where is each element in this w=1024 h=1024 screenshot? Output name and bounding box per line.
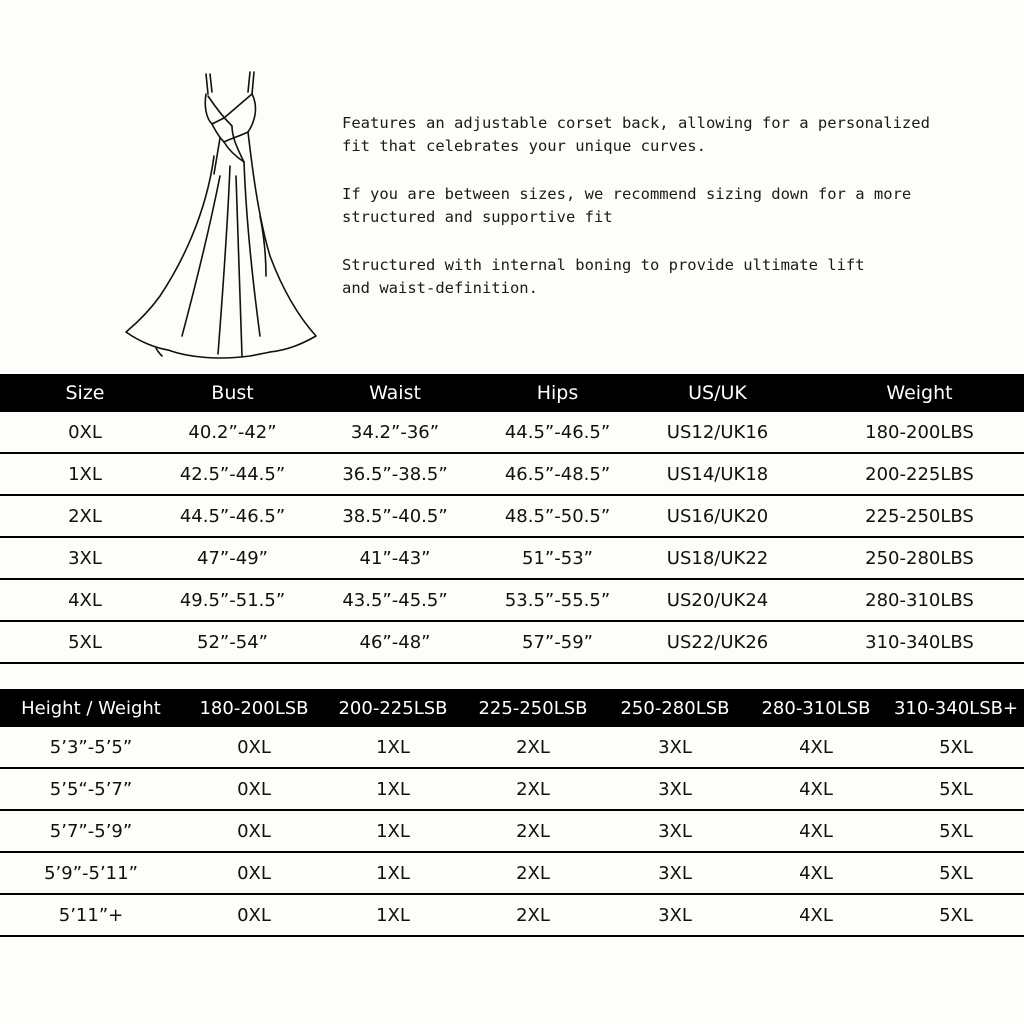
table-cell: 57”-59” bbox=[495, 621, 620, 663]
table-row bbox=[0, 894, 1024, 936]
table-row bbox=[0, 768, 1024, 810]
table-cell: 49.5”-51.5” bbox=[170, 579, 295, 621]
table-cell: 2XL bbox=[460, 727, 606, 768]
table-cell: 5’9”-5’11” bbox=[0, 852, 182, 894]
description-line: structured and supportive fit bbox=[342, 208, 613, 226]
table-row bbox=[0, 810, 1024, 852]
table-cell: 2XL bbox=[460, 894, 606, 936]
table-cell: 4XL bbox=[744, 894, 888, 936]
table-cell: 0XL bbox=[182, 768, 326, 810]
table-cell: 3XL bbox=[606, 727, 744, 768]
size-chart-header-row bbox=[0, 374, 1024, 412]
table-row bbox=[0, 621, 1024, 663]
table-cell: 1XL bbox=[326, 727, 460, 768]
header-waist: Waist bbox=[369, 382, 421, 404]
table-cell: 1XL bbox=[326, 852, 460, 894]
table-cell: 4XL bbox=[0, 579, 170, 621]
table-cell: 250-280LBS bbox=[815, 537, 1024, 579]
table-cell: 44.5”-46.5” bbox=[495, 412, 620, 453]
table-cell: 5XL bbox=[888, 894, 1024, 936]
table-cell: 43.5”-45.5” bbox=[295, 579, 495, 621]
table-cell: 4XL bbox=[744, 768, 888, 810]
fit-chart-table bbox=[0, 689, 1024, 937]
table-cell: 5XL bbox=[0, 621, 170, 663]
dress-illustration bbox=[120, 66, 320, 362]
table-cell: 0XL bbox=[182, 727, 326, 768]
description-line: Features an adjustable corset back, allowing for a personalized bbox=[342, 114, 930, 132]
table-cell: 2XL bbox=[460, 768, 606, 810]
table-cell: 280-310LBS bbox=[815, 579, 1024, 621]
table-cell: 3XL bbox=[606, 894, 744, 936]
table-cell: 200-225LBS bbox=[815, 453, 1024, 495]
table-cell: 3XL bbox=[0, 537, 170, 579]
table-cell: 5XL bbox=[888, 852, 1024, 894]
header-weight-range: 310-340LSB+ bbox=[893, 697, 1019, 719]
table-cell: 48.5”-50.5” bbox=[495, 495, 620, 537]
table-row bbox=[0, 453, 1024, 495]
table-cell: US18/UK22 bbox=[620, 537, 815, 579]
header-size: Size bbox=[65, 382, 105, 404]
size-chart-table bbox=[0, 374, 1024, 664]
header-weight-range: 225-250LSB bbox=[478, 697, 588, 719]
table-cell: 3XL bbox=[606, 810, 744, 852]
table-cell: 1XL bbox=[326, 768, 460, 810]
table-cell: 1XL bbox=[0, 453, 170, 495]
table-cell: 2XL bbox=[460, 852, 606, 894]
table-cell: 5XL bbox=[888, 727, 1024, 768]
table-row bbox=[0, 495, 1024, 537]
table-row bbox=[0, 537, 1024, 579]
table-cell: 52”-54” bbox=[170, 621, 295, 663]
table-cell: 46”-48” bbox=[295, 621, 495, 663]
description-line: fit that celebrates your unique curves. bbox=[342, 137, 706, 155]
table-cell: 5XL bbox=[888, 768, 1024, 810]
table-cell: 42.5”-44.5” bbox=[170, 453, 295, 495]
table-cell: US12/UK16 bbox=[620, 412, 815, 453]
table-cell: 5’3”-5’5” bbox=[0, 727, 182, 768]
table-cell: 5XL bbox=[888, 810, 1024, 852]
header-weight: Weight bbox=[886, 382, 953, 404]
table-cell: 2XL bbox=[460, 810, 606, 852]
table-cell: 44.5”-46.5” bbox=[170, 495, 295, 537]
product-description bbox=[342, 112, 962, 325]
table-cell: 225-250LBS bbox=[815, 495, 1024, 537]
table-row bbox=[0, 412, 1024, 453]
table-cell: 0XL bbox=[182, 894, 326, 936]
fit-chart-header-row bbox=[0, 689, 1024, 727]
table-cell: 40.2”-42” bbox=[170, 412, 295, 453]
table-cell: 34.2”-36” bbox=[295, 412, 495, 453]
description-paragraph bbox=[342, 183, 962, 229]
table-cell: US20/UK24 bbox=[620, 579, 815, 621]
description-paragraph bbox=[342, 254, 962, 300]
table-cell: 4XL bbox=[744, 852, 888, 894]
table-cell: 51”-53” bbox=[495, 537, 620, 579]
table-cell: US22/UK26 bbox=[620, 621, 815, 663]
table-row bbox=[0, 727, 1024, 768]
table-cell: 53.5”-55.5” bbox=[495, 579, 620, 621]
table-row bbox=[0, 579, 1024, 621]
table-cell: 0XL bbox=[182, 852, 326, 894]
description-line: If you are between sizes, we recommend sizing down for a more bbox=[342, 185, 912, 203]
table-cell: 2XL bbox=[0, 495, 170, 537]
table-cell: 3XL bbox=[606, 768, 744, 810]
header-weight-range: 280-310LSB bbox=[761, 697, 871, 719]
table-cell: 46.5”-48.5” bbox=[495, 453, 620, 495]
description-paragraph bbox=[342, 112, 962, 158]
table-cell: 41”-43” bbox=[295, 537, 495, 579]
header-weight-range: 200-225LSB bbox=[338, 697, 448, 719]
table-cell: 3XL bbox=[606, 852, 744, 894]
table-cell: 180-200LBS bbox=[815, 412, 1024, 453]
table-cell: 36.5”-38.5” bbox=[295, 453, 495, 495]
header-hips: Hips bbox=[536, 382, 579, 404]
table-cell: US16/UK20 bbox=[620, 495, 815, 537]
table-cell: US14/UK18 bbox=[620, 453, 815, 495]
description-line: Structured with internal boning to provide ultimate lift bbox=[342, 256, 865, 274]
table-cell: 0XL bbox=[182, 810, 326, 852]
description-line: and waist-definition. bbox=[342, 279, 538, 297]
header-bust: Bust bbox=[211, 382, 254, 404]
table-cell: 4XL bbox=[744, 810, 888, 852]
header-weight-range: 250-280LSB bbox=[620, 697, 730, 719]
table-row bbox=[0, 852, 1024, 894]
header-weight-range: 180-200LSB bbox=[199, 697, 309, 719]
table-cell: 5’7”-5’9” bbox=[0, 810, 182, 852]
table-cell: 5’5“-5’7” bbox=[0, 768, 182, 810]
table-cell: 38.5”-40.5” bbox=[295, 495, 495, 537]
header-height-weight: Height / Weight bbox=[21, 697, 161, 719]
table-cell: 5’11”+ bbox=[0, 894, 182, 936]
table-cell: 0XL bbox=[0, 412, 170, 453]
table-cell: 1XL bbox=[326, 894, 460, 936]
header-us-uk: US/UK bbox=[688, 382, 747, 404]
table-cell: 47”-49” bbox=[170, 537, 295, 579]
table-cell: 1XL bbox=[326, 810, 460, 852]
table-cell: 4XL bbox=[744, 727, 888, 768]
table-cell: 310-340LBS bbox=[815, 621, 1024, 663]
